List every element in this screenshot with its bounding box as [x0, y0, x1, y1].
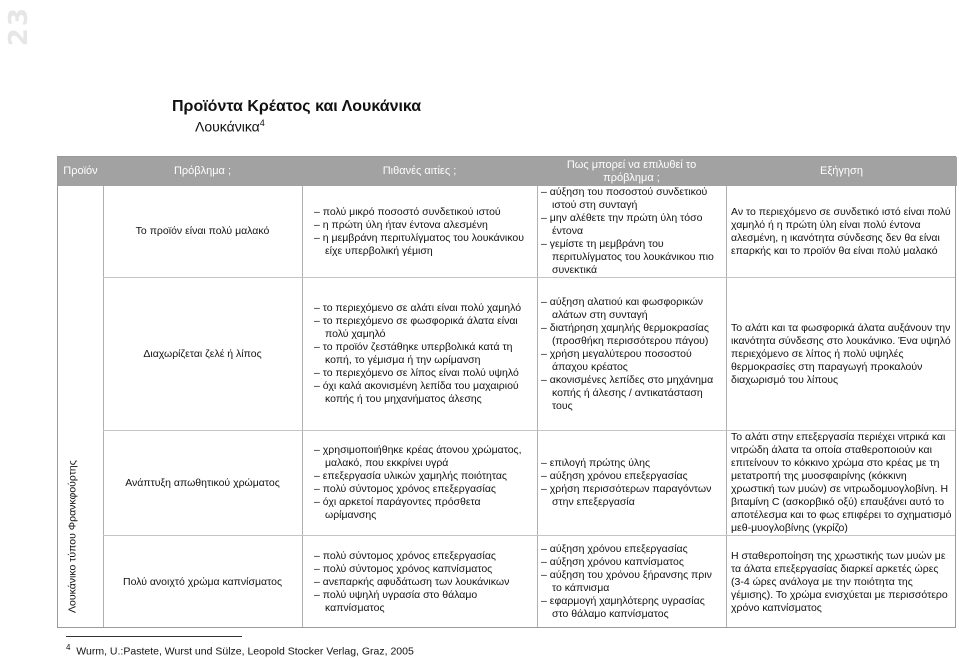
- list-item: – αύξηση χρόνου επεξεργασίας: [541, 543, 723, 556]
- list-item: – πολύ σύντομος χρόνος καπνίσματος: [314, 563, 532, 576]
- list-item: – το περιεχόμενο σε αλάτι είναι πολύ χαμηλό: [314, 302, 532, 315]
- list-item: – πολύ σύντομος χρόνος επεξεργασίας: [314, 483, 532, 496]
- list-item: – πολύ υψηλή υγρασία στο θάλαμο καπνίσματος: [314, 589, 532, 615]
- page-title: Προϊόντα Κρέατος και Λουκάνικα: [172, 98, 422, 115]
- list-item: – χρήση περισσότερων παραγόντων στην επεξεργασία: [541, 483, 723, 509]
- header-solution: Πως μπορεί να επιλυθεί το πρόβλημα ;: [537, 157, 726, 186]
- list-item: – διατήρηση χαμηλής θερμοκρασίας (προσθήκη περισσότερου πάγου): [541, 322, 723, 348]
- list-item: – αύξηση αλατιού και φωσφορικών αλάτων στη συνταγή: [541, 296, 723, 322]
- header-explanation: Εξήγηση: [726, 157, 957, 186]
- header-causes: Πιθανές αιτίες ;: [302, 157, 537, 186]
- table-row-problem: Πολύ ανοιχτό χρώμα καπνίσματος: [122, 575, 283, 588]
- table-row-explanation: Η σταθεροποίηση της χρωστικής των μυών με τα άλατα επεξεργασίας διαρκεί αρκετές ώρες (3-4 ώρες ανάλογα με την ποιότητα της γέμισης). Το χρώμα ενισχύεται με περισσότερο χρόνο καπνίσματος: [731, 549, 948, 614]
- footnote-ref: 4: [259, 118, 265, 128]
- column-divider: [302, 186, 303, 627]
- table-row-causes: [314, 278, 532, 430]
- list-item: – όχι αρκετοί παράγοντες πρόσθετα ωρίμανσης: [314, 496, 532, 522]
- table-row-causes: [314, 186, 532, 277]
- footnote: $^4$ Wurm, U.:Pastete, Wurst und Sülze, Leopold Stocker Verlag, Graz, 2005: [66, 643, 414, 658]
- column-divider: [537, 186, 538, 627]
- list-item: – ανεπαρκής αφυδάτωση των λουκάνικων: [314, 576, 532, 589]
- list-item: – αύξηση χρόνου καπνίσματος: [541, 556, 723, 569]
- list-item: – αύξηση του ποσοστού συνδετικού ιστού στη συνταγή: [541, 186, 723, 212]
- table-row-explanation: Το αλάτι στην επεξεργασία περιέχει νιτρικά και νιτρώδη άλατα τα οποία σταθεροποιούν και επιτείνουν το κόκκινο χρώμα στο κρέας με τη μετατροπή της μυοσφαιρίνης (κόκκινη χρωστική των μυών) σε νιτρωδομυογλοβίνη. Η βιταμίνη C (ασκορβικό οξύ) επαυξάνει αυτό το αποτέλεσμα και το φως επιφέρει το σχηματισμό μεθ-μυογλοβίνης (γκρίζο): [731, 431, 952, 534]
- table-row-solutions: [541, 278, 723, 430]
- table-row-solutions: [541, 186, 723, 277]
- list-item: – ακονισμένες λεπίδες στο μηχάνημα κοπής ή άλεσης / αντικατάσταση τους: [541, 374, 723, 413]
- list-item: – το προϊόν ζεστάθηκε υπερβολικά κατά τη κοπή, το γέμισμα ή την ωρίμανση: [314, 341, 532, 367]
- list-item: – χρήση μεγαλύτερου ποσοστού άπαχου κρέατος: [541, 348, 723, 374]
- list-item: – όχι καλά ακονισμένη λεπίδα του μαχαιριού κοπής ή του μηχανήματος άλεσης: [314, 380, 532, 406]
- header-product: Προϊόν: [58, 157, 103, 186]
- table-row-causes: [314, 431, 532, 535]
- list-item: – εφαρμογή χαμηλότερης υγρασίας στο θάλαμο καπνίσματος: [541, 595, 723, 621]
- column-divider: [726, 186, 727, 627]
- troubleshooting-table: [57, 156, 956, 628]
- table-row-problem: Ανάπτυξη απωθητικού χρώματος: [125, 476, 280, 489]
- list-item: – χρησιμοποιήθηκε κρέας άτονου χρώματος, μαλακό, που εκκρίνει υγρά: [314, 444, 532, 470]
- table-row-problem: Διαχωρίζεται ζελέ ή λίπος: [143, 347, 262, 360]
- list-item: – πολύ μικρό ποσοστό συνδετικού ιστού: [314, 206, 532, 219]
- footnote-divider: [66, 636, 242, 637]
- list-item: – γεμίστε τη μεμβράνη του περιτυλίγματος του λουκάνικου πιο συνεκτικά: [541, 238, 723, 277]
- table-row-solutions: [541, 431, 723, 535]
- page-number: 23: [4, 6, 34, 47]
- table-row-causes: [314, 536, 532, 628]
- header-problem: Πρόβλημα ;: [103, 157, 302, 186]
- list-item: – αύξηση χρόνου επεξεργασίας: [541, 470, 723, 483]
- list-item: – αύξηση του χρόνου ξήρανσης πριν το κάπνισμα: [541, 569, 723, 595]
- table-row-problem: Το προϊόν είναι πολύ μαλακό: [135, 225, 270, 237]
- product-label: Λουκάνικο τύπου Φρανκφούρτης: [66, 460, 79, 614]
- list-item: – επεξεργασία υλικών χαμηλής ποιότητας: [314, 470, 532, 483]
- table-row-explanation: Το αλάτι και τα φωσφορικά άλατα αυξάνουν την ικανότητα σύνδεσης στο λουκάνικο. Ένα υψηλό περιεχόμενο σε λίπος ή πολύ υψηλές θερμοκρασίες στη παραγωγή προκαλούν διαχωρισμό του λίπους: [731, 321, 951, 386]
- list-item: – η πρώτη ύλη ήταν έντονα αλεσμένη: [314, 219, 532, 232]
- list-item: – το περιεχόμενο σε φωσφορικά άλατα είναι πολύ χαμηλό: [314, 315, 532, 341]
- list-item: – μην αλέθετε την πρώτη ύλη τόσο έντονα: [541, 212, 723, 238]
- table-row-solutions: [541, 536, 723, 628]
- page-subtitle: Λουκάνικα$^4$: [195, 118, 265, 135]
- list-item: – επιλογή πρώτης ύλης: [541, 457, 723, 470]
- table-row-explanation: Αν το περιεχόμενο σε συνδετικό ιστό είναι πολύ χαμηλό ή η πρώτη ύλη είναι πολύ έντονα αλεσμένη, η ικανότητα σύνδεσης δεν θα είναι επαρκής και το προϊόν θα είναι πολύ μαλακό: [731, 205, 951, 257]
- list-item: – πολύ σύντομος χρόνος επεξεργασίας: [314, 550, 532, 563]
- list-item: – η μεμβράνη περιτυλίγματος του λουκάνικου είχε υπερβολική γέμιση: [314, 232, 532, 258]
- list-item: – το περιεχόμενο σε λίπος είναι πολύ υψηλό: [314, 367, 532, 380]
